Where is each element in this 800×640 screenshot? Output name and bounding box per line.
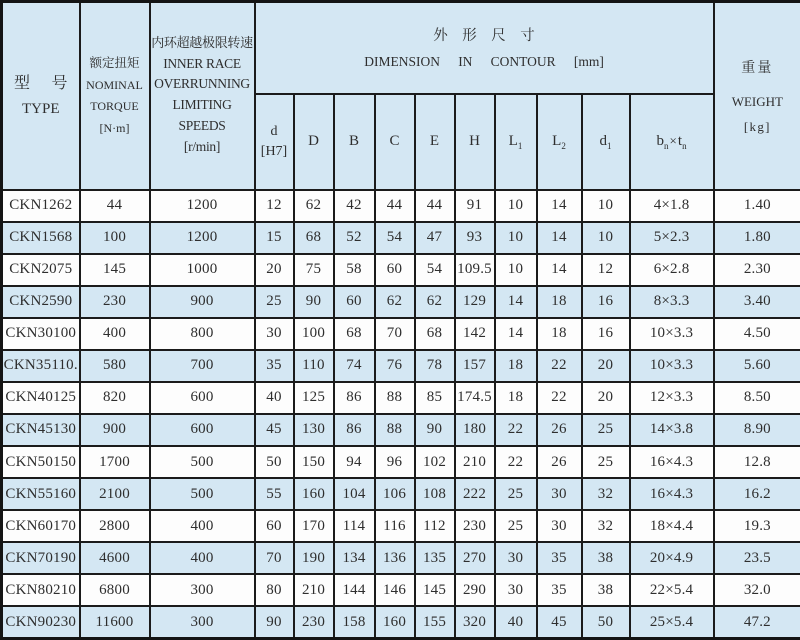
- subheader-d-unit: [H7]: [260, 143, 288, 159]
- cell-bn-tn: 16×4.3: [630, 446, 714, 478]
- cell-nominal-torque: 230: [80, 286, 150, 318]
- header-torque-en1: NOMINAL: [86, 77, 143, 92]
- cell-B: 74: [334, 350, 375, 382]
- header-torque-unit: [N·m]: [99, 120, 130, 135]
- header-speed-zh: 内环超越极限转速: [151, 35, 253, 51]
- cell-H: 180: [455, 414, 495, 446]
- subheader-B: B: [334, 94, 375, 190]
- cell-nominal-torque: 44: [80, 190, 150, 222]
- cell-nominal-torque: 145: [80, 254, 150, 286]
- subheader-H: H: [455, 94, 495, 190]
- cell-bn-tn: 22×5.4: [630, 574, 714, 606]
- cell-D: 190: [294, 542, 334, 574]
- cell-L1: 22: [495, 414, 537, 446]
- cell-D: 62: [294, 190, 334, 222]
- header-torque-zh: 额定扭矩: [89, 56, 140, 71]
- cell-B: 86: [334, 382, 375, 414]
- cell-B: 52: [334, 222, 375, 254]
- cell-nominal-torque: 400: [80, 318, 150, 350]
- table-header: [2, 2, 800, 190]
- cell-C: 60: [375, 254, 415, 286]
- cell-weight: 19.3: [714, 510, 800, 542]
- cell-bn-tn: 14×3.8: [630, 414, 714, 446]
- cell-bn-tn: 4×1.8: [630, 190, 714, 222]
- cell-type: CKN40125: [2, 382, 80, 414]
- cell-bn-tn: 8×3.3: [630, 286, 714, 318]
- subheader-bn-tn: $b_n\times t_n$: [630, 94, 714, 190]
- cell-H: 174.5: [455, 382, 495, 414]
- cell-nominal-torque: 820: [80, 382, 150, 414]
- cell-d1: 10: [582, 222, 630, 254]
- cell-weight: 8.50: [714, 382, 800, 414]
- cell-L1: 25: [495, 478, 537, 510]
- cell-limiting-speed: 500: [150, 478, 255, 510]
- cell-E: 108: [415, 478, 455, 510]
- table-row: [2, 574, 800, 606]
- cell-L2: 30: [537, 478, 582, 510]
- header-speed-unit: [r/min]: [183, 139, 221, 155]
- subheader-d: [255, 94, 294, 190]
- cell-L1: 14: [495, 286, 537, 318]
- cell-d: 12: [255, 190, 294, 222]
- cell-d: 30: [255, 318, 294, 350]
- cell-H: 109.5: [455, 254, 495, 286]
- cell-C: 96: [375, 446, 415, 478]
- table-row: [2, 222, 800, 254]
- cell-D: 130: [294, 414, 334, 446]
- cell-d: 80: [255, 574, 294, 606]
- cell-type: CKN90230: [2, 606, 80, 638]
- header-nominal-torque: [80, 2, 150, 190]
- cell-C: 44: [375, 190, 415, 222]
- cell-bn-tn: 6×2.8: [630, 254, 714, 286]
- cell-type: CKN2075: [2, 254, 80, 286]
- cell-H: 93: [455, 222, 495, 254]
- cell-H: 129: [455, 286, 495, 318]
- subheader-d1: $d_1$: [582, 94, 630, 190]
- cell-H: 320: [455, 606, 495, 638]
- cell-limiting-speed: 400: [150, 542, 255, 574]
- cell-D: 170: [294, 510, 334, 542]
- cell-weight: 16.2: [714, 478, 800, 510]
- cell-bn-tn: 16×4.3: [630, 478, 714, 510]
- header-dimension: [255, 2, 714, 94]
- cell-limiting-speed: 600: [150, 382, 255, 414]
- cell-d: 15: [255, 222, 294, 254]
- cell-weight: 1.40: [714, 190, 800, 222]
- cell-L1: 10: [495, 254, 537, 286]
- cell-H: 222: [455, 478, 495, 510]
- cell-L1: 18: [495, 382, 537, 414]
- cell-nominal-torque: 580: [80, 350, 150, 382]
- cell-L2: 18: [537, 286, 582, 318]
- table-row: [2, 606, 800, 638]
- table-row: [2, 446, 800, 478]
- cell-weight: 8.90: [714, 414, 800, 446]
- cell-H: 210: [455, 446, 495, 478]
- table-row: [2, 510, 800, 542]
- cell-d1: 50: [582, 606, 630, 638]
- cell-bn-tn: 20×4.9: [630, 542, 714, 574]
- header-dimension-zh: 外形尺寸: [433, 28, 550, 45]
- cell-d1: 25: [582, 446, 630, 478]
- cell-limiting-speed: 700: [150, 350, 255, 382]
- subheader-D: D: [294, 94, 334, 190]
- cell-L2: 22: [537, 382, 582, 414]
- cell-H: 290: [455, 574, 495, 606]
- subheader-E: E: [415, 94, 455, 190]
- cell-bn-tn: 12×3.3: [630, 382, 714, 414]
- cell-nominal-torque: 2100: [80, 478, 150, 510]
- cell-nominal-torque: 4600: [80, 542, 150, 574]
- cell-L2: 35: [537, 542, 582, 574]
- cell-B: 58: [334, 254, 375, 286]
- cell-B: 60: [334, 286, 375, 318]
- cell-E: 135: [415, 542, 455, 574]
- cell-B: 94: [334, 446, 375, 478]
- cell-B: 104: [334, 478, 375, 510]
- cell-limiting-speed: 300: [150, 574, 255, 606]
- cell-weight: 5.60: [714, 350, 800, 382]
- cell-d: 25: [255, 286, 294, 318]
- cell-L1: 30: [495, 574, 537, 606]
- cell-L1: 40: [495, 606, 537, 638]
- cell-E: 90: [415, 414, 455, 446]
- cell-limiting-speed: 1200: [150, 190, 255, 222]
- table-row: [2, 350, 800, 382]
- cell-L2: 14: [537, 254, 582, 286]
- cell-bn-tn: 5×2.3: [630, 222, 714, 254]
- cell-nominal-torque: 2800: [80, 510, 150, 542]
- cell-limiting-speed: 800: [150, 318, 255, 350]
- table-body: [2, 190, 800, 639]
- cell-type: CKN45130: [2, 414, 80, 446]
- cell-L1: 18: [495, 350, 537, 382]
- cell-D: 90: [294, 286, 334, 318]
- header-type: [2, 2, 80, 190]
- cell-bn-tn: 18×4.4: [630, 510, 714, 542]
- cell-L2: 18: [537, 318, 582, 350]
- table-row: [2, 254, 800, 286]
- cell-C: 136: [375, 542, 415, 574]
- header-speed-en1: INNER RACE: [163, 55, 241, 71]
- header-limiting-speed: [150, 2, 255, 190]
- cell-bn-tn: 10×3.3: [630, 318, 714, 350]
- cell-C: 88: [375, 382, 415, 414]
- cell-C: 76: [375, 350, 415, 382]
- cell-nominal-torque: 1700: [80, 446, 150, 478]
- cell-C: 146: [375, 574, 415, 606]
- cell-nominal-torque: 6800: [80, 574, 150, 606]
- cell-d1: 16: [582, 318, 630, 350]
- cell-D: 150: [294, 446, 334, 478]
- header-speed-en3: LIMITING SPEEDS: [172, 97, 232, 134]
- cell-type: CKN1262: [2, 190, 80, 222]
- cell-nominal-torque: 900: [80, 414, 150, 446]
- cell-C: 106: [375, 478, 415, 510]
- cell-limiting-speed: 400: [150, 510, 255, 542]
- subheader-d-letter: d: [270, 123, 278, 139]
- cell-weight: 47.2: [714, 606, 800, 638]
- cell-L2: 22: [537, 350, 582, 382]
- cell-E: 68: [415, 318, 455, 350]
- cell-B: 86: [334, 414, 375, 446]
- cell-B: 134: [334, 542, 375, 574]
- cell-E: 62: [415, 286, 455, 318]
- subheader-L2: $L_2$: [537, 94, 582, 190]
- cell-limiting-speed: 1000: [150, 254, 255, 286]
- cell-L2: 14: [537, 222, 582, 254]
- cell-E: 47: [415, 222, 455, 254]
- header-dimension-en: DIMENSION IN CONTOUR [mm]: [364, 53, 604, 69]
- cell-weight: 32.0: [714, 574, 800, 606]
- subheader-C: C: [375, 94, 415, 190]
- header-type-zh: 型 号: [13, 75, 77, 93]
- cell-nominal-torque: 11600: [80, 606, 150, 638]
- cell-B: 68: [334, 318, 375, 350]
- cell-limiting-speed: 1200: [150, 222, 255, 254]
- cell-L2: 35: [537, 574, 582, 606]
- cell-limiting-speed: 500: [150, 446, 255, 478]
- header-type-en: TYPE: [22, 101, 60, 118]
- header-weight: [714, 2, 800, 190]
- cell-type: CKN1568: [2, 222, 80, 254]
- cell-D: 210: [294, 574, 334, 606]
- cell-H: 157: [455, 350, 495, 382]
- cell-bn-tn: 10×3.3: [630, 350, 714, 382]
- cell-L2: 30: [537, 510, 582, 542]
- table-row: [2, 478, 800, 510]
- cell-H: 91: [455, 190, 495, 222]
- cell-weight: 1.80: [714, 222, 800, 254]
- cell-d: 70: [255, 542, 294, 574]
- header-speed-en2: OVERRUNNING: [154, 76, 250, 92]
- cell-L1: 30: [495, 542, 537, 574]
- cell-type: CKN50150: [2, 446, 80, 478]
- cell-d1: 10: [582, 190, 630, 222]
- cell-limiting-speed: 300: [150, 606, 255, 638]
- cell-B: 144: [334, 574, 375, 606]
- cell-D: 110: [294, 350, 334, 382]
- cell-d1: 32: [582, 510, 630, 542]
- cell-C: 54: [375, 222, 415, 254]
- cell-type: CKN80210: [2, 574, 80, 606]
- cell-d: 20: [255, 254, 294, 286]
- cell-C: 160: [375, 606, 415, 638]
- cell-L2: 45: [537, 606, 582, 638]
- table-row: [2, 382, 800, 414]
- cell-d1: 20: [582, 382, 630, 414]
- cell-d1: 38: [582, 574, 630, 606]
- cell-L2: 14: [537, 190, 582, 222]
- cell-C: 62: [375, 286, 415, 318]
- table-row: [2, 190, 800, 222]
- cell-B: 158: [334, 606, 375, 638]
- cell-D: 230: [294, 606, 334, 638]
- cell-D: 75: [294, 254, 334, 286]
- cell-L2: 26: [537, 446, 582, 478]
- table-row: [2, 414, 800, 446]
- cell-d1: 12: [582, 254, 630, 286]
- cell-d1: 16: [582, 286, 630, 318]
- cell-H: 230: [455, 510, 495, 542]
- cell-weight: 2.30: [714, 254, 800, 286]
- cell-d1: 38: [582, 542, 630, 574]
- cell-type: CKN30100: [2, 318, 80, 350]
- cell-d: 45: [255, 414, 294, 446]
- cell-type: CKN55160: [2, 478, 80, 510]
- cell-nominal-torque: 100: [80, 222, 150, 254]
- cell-H: 142: [455, 318, 495, 350]
- table-row: [2, 318, 800, 350]
- cell-C: 70: [375, 318, 415, 350]
- cell-d: 60: [255, 510, 294, 542]
- cell-D: 160: [294, 478, 334, 510]
- cell-E: 44: [415, 190, 455, 222]
- cell-L1: 14: [495, 318, 537, 350]
- header-weight-unit: [kg]: [743, 118, 771, 134]
- cell-type: CKN35110.: [2, 350, 80, 382]
- cell-limiting-speed: 600: [150, 414, 255, 446]
- cell-B: 114: [334, 510, 375, 542]
- cell-D: 100: [294, 318, 334, 350]
- cell-bn-tn: 25×5.4: [630, 606, 714, 638]
- cell-E: 54: [415, 254, 455, 286]
- cell-E: 78: [415, 350, 455, 382]
- cell-L1: 10: [495, 222, 537, 254]
- cell-C: 88: [375, 414, 415, 446]
- subheader-L1: $L_1$: [495, 94, 537, 190]
- header-weight-zh: 重量: [741, 60, 774, 76]
- cell-type: CKN70190: [2, 542, 80, 574]
- cell-weight: 4.50: [714, 318, 800, 350]
- cell-L1: 10: [495, 190, 537, 222]
- table-row: [2, 542, 800, 574]
- cell-d1: 20: [582, 350, 630, 382]
- cell-type: CKN60170: [2, 510, 80, 542]
- cell-weight: 3.40: [714, 286, 800, 318]
- cell-C: 116: [375, 510, 415, 542]
- cell-d1: 32: [582, 478, 630, 510]
- cell-d: 35: [255, 350, 294, 382]
- table-row: [2, 286, 800, 318]
- header-torque-en2: TORQUE: [90, 99, 139, 114]
- cell-L2: 26: [537, 414, 582, 446]
- cell-type: CKN2590: [2, 286, 80, 318]
- cell-E: 85: [415, 382, 455, 414]
- cell-limiting-speed: 900: [150, 286, 255, 318]
- cell-E: 155: [415, 606, 455, 638]
- cell-d: 50: [255, 446, 294, 478]
- cell-E: 102: [415, 446, 455, 478]
- cell-L1: 25: [495, 510, 537, 542]
- cell-d: 55: [255, 478, 294, 510]
- cell-d: 40: [255, 382, 294, 414]
- cell-E: 145: [415, 574, 455, 606]
- cell-H: 270: [455, 542, 495, 574]
- cell-B: 42: [334, 190, 375, 222]
- cell-D: 125: [294, 382, 334, 414]
- cell-d: 90: [255, 606, 294, 638]
- cell-weight: 23.5: [714, 542, 800, 574]
- cell-E: 112: [415, 510, 455, 542]
- cell-D: 68: [294, 222, 334, 254]
- cell-L1: 22: [495, 446, 537, 478]
- cell-d1: 25: [582, 414, 630, 446]
- header-weight-en: WEIGHT: [731, 93, 783, 109]
- cell-weight: 12.8: [714, 446, 800, 478]
